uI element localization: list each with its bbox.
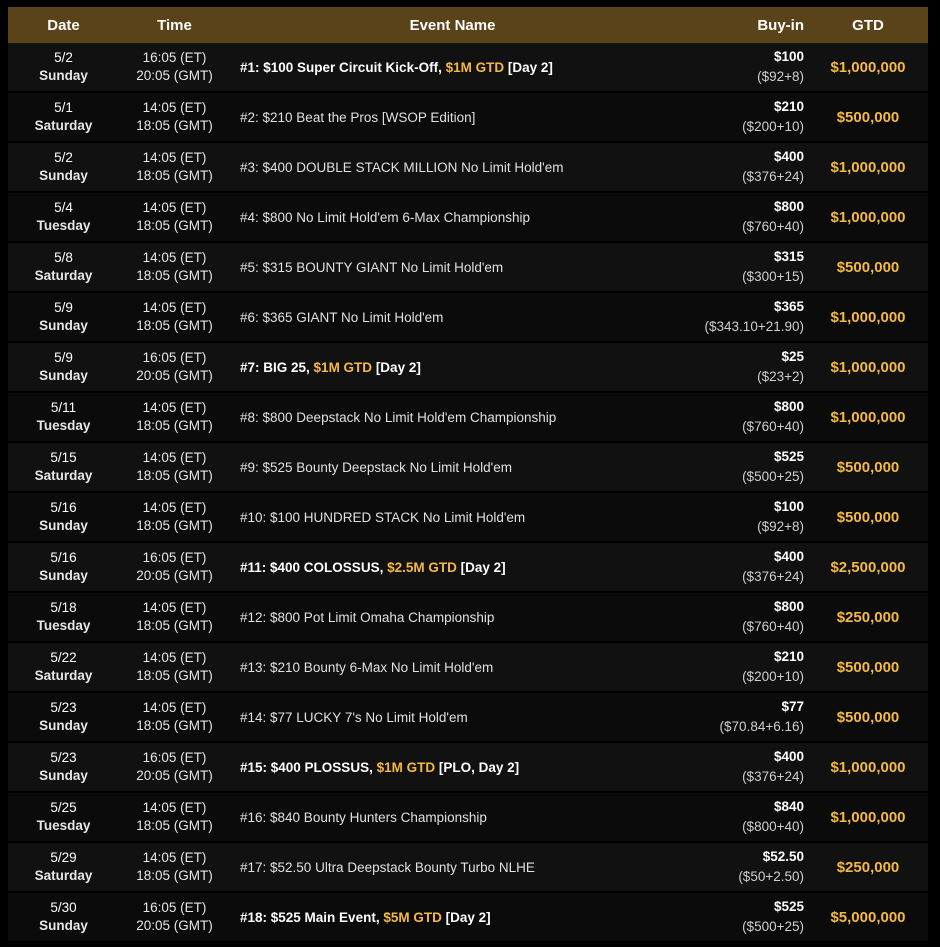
event-weekday: Sunday bbox=[39, 918, 88, 933]
event-date: 5/2 bbox=[54, 50, 73, 65]
buy-in-price: $100 bbox=[773, 499, 804, 514]
time-cell bbox=[119, 543, 230, 593]
time-cell bbox=[119, 393, 230, 443]
event-name: #16: $840 Bounty Hunters Championship bbox=[240, 809, 487, 825]
event-gtd-highlight: $1M GTD bbox=[376, 759, 436, 775]
column-header-gtd: GTD bbox=[808, 7, 928, 43]
gtd-amount: $1,000,000 bbox=[808, 193, 928, 243]
date-cell bbox=[8, 693, 119, 743]
buy-in-price: $800 bbox=[773, 599, 804, 614]
event-name: #15: $400 PLOSSUS, bbox=[240, 759, 377, 775]
time-cell bbox=[119, 643, 230, 693]
table-row bbox=[8, 143, 928, 193]
buy-in-split: ($500+25) bbox=[742, 919, 804, 934]
event-weekday: Tuesday bbox=[36, 618, 91, 633]
buy-in-split: ($23+2) bbox=[757, 369, 804, 384]
event-weekday: Saturday bbox=[34, 268, 93, 283]
buy-in-split: ($200+10) bbox=[742, 669, 804, 684]
buy-in-split: ($50+2.50) bbox=[738, 869, 804, 884]
buy-in-cell bbox=[675, 243, 808, 293]
event-name: #18: $525 Main Event, bbox=[240, 909, 384, 925]
event-name-cell bbox=[230, 493, 675, 543]
time-gmt: 18:05 (GMT) bbox=[136, 268, 213, 283]
buy-in-split: ($500+25) bbox=[742, 469, 804, 484]
event-name-cell bbox=[230, 893, 675, 943]
table-row bbox=[8, 43, 928, 93]
date-cell bbox=[8, 843, 119, 893]
event-gtd-highlight: $2.5M GTD bbox=[387, 559, 457, 575]
event-name: #10: $100 HUNDRED STACK No Limit Hold'em bbox=[240, 509, 526, 525]
gtd-amount: $1,000,000 bbox=[808, 743, 928, 793]
time-cell bbox=[119, 743, 230, 793]
buy-in-cell bbox=[675, 693, 808, 743]
event-name: #4: $800 No Limit Hold'em 6-Max Championship bbox=[240, 209, 530, 225]
event-date: 5/4 bbox=[54, 200, 73, 215]
date-cell bbox=[8, 93, 119, 143]
time-cell bbox=[119, 293, 230, 343]
date-cell bbox=[8, 493, 119, 543]
event-weekday: Sunday bbox=[39, 518, 88, 533]
event-date: 5/25 bbox=[50, 800, 77, 815]
buy-in-cell bbox=[675, 493, 808, 543]
table-row bbox=[8, 793, 928, 843]
buy-in-split: ($376+24) bbox=[742, 169, 804, 184]
event-name-cell bbox=[230, 743, 675, 793]
buy-in-split: ($760+40) bbox=[742, 219, 804, 234]
buy-in-split: ($376+24) bbox=[742, 569, 804, 584]
event-day-note: [Day 2] bbox=[441, 909, 491, 925]
gtd-amount: $1,000,000 bbox=[808, 143, 928, 193]
gtd-amount: $250,000 bbox=[808, 593, 928, 643]
event-name: #6: $365 GIANT No Limit Hold'em bbox=[240, 309, 444, 325]
buy-in-cell bbox=[675, 43, 808, 93]
buy-in-split: ($92+8) bbox=[757, 519, 804, 534]
gtd-amount: $1,000,000 bbox=[808, 343, 928, 393]
buy-in-cell bbox=[675, 743, 808, 793]
gtd-amount: $500,000 bbox=[808, 493, 928, 543]
time-gmt: 18:05 (GMT) bbox=[136, 318, 213, 333]
buy-in-cell bbox=[675, 893, 808, 943]
table-row bbox=[8, 293, 928, 343]
event-date: 5/8 bbox=[54, 250, 73, 265]
date-cell bbox=[8, 343, 119, 393]
column-header-buy-in: Buy-in bbox=[675, 7, 808, 43]
event-weekday: Sunday bbox=[39, 368, 88, 383]
buy-in-price: $210 bbox=[773, 649, 804, 664]
time-cell bbox=[119, 593, 230, 643]
event-name-cell bbox=[230, 793, 675, 843]
buy-in-split: ($760+40) bbox=[742, 619, 804, 634]
event-date: 5/23 bbox=[50, 750, 77, 765]
time-gmt: 18:05 (GMT) bbox=[136, 868, 213, 883]
event-gtd-highlight: $1M GTD bbox=[445, 59, 505, 75]
event-name: #9: $525 Bounty Deepstack No Limit Hold'em bbox=[240, 459, 512, 475]
buy-in-cell bbox=[675, 293, 808, 343]
event-date: 5/1 bbox=[54, 100, 73, 115]
buy-in-price: $840 bbox=[773, 799, 804, 814]
buy-in-cell bbox=[675, 843, 808, 893]
gtd-amount: $500,000 bbox=[808, 243, 928, 293]
buy-in-split: ($343.10+21.90) bbox=[704, 319, 804, 334]
gtd-amount: $1,000,000 bbox=[808, 293, 928, 343]
time-et: 16:05 (ET) bbox=[142, 350, 207, 365]
time-gmt: 20:05 (GMT) bbox=[136, 68, 213, 83]
event-weekday: Tuesday bbox=[36, 218, 91, 233]
buy-in-price: $100 bbox=[773, 49, 804, 64]
time-gmt: 18:05 (GMT) bbox=[136, 518, 213, 533]
buy-in-price: $25 bbox=[781, 349, 804, 364]
time-et: 16:05 (ET) bbox=[142, 750, 207, 765]
event-name-cell bbox=[230, 693, 675, 743]
gtd-amount: $5,000,000 bbox=[808, 893, 928, 943]
date-cell bbox=[8, 443, 119, 493]
event-date: 5/16 bbox=[50, 550, 77, 565]
event-name-cell bbox=[230, 343, 675, 393]
event-name: #13: $210 Bounty 6-Max No Limit Hold'em bbox=[240, 659, 494, 675]
table-row bbox=[8, 393, 928, 443]
table-row bbox=[8, 643, 928, 693]
time-cell bbox=[119, 493, 230, 543]
column-header-time: Time bbox=[119, 7, 230, 43]
time-cell bbox=[119, 893, 230, 943]
time-cell bbox=[119, 43, 230, 93]
date-cell bbox=[8, 143, 119, 193]
time-et: 16:05 (ET) bbox=[142, 50, 207, 65]
header-row bbox=[8, 7, 928, 43]
time-et: 14:05 (ET) bbox=[142, 150, 207, 165]
event-name-cell bbox=[230, 143, 675, 193]
buy-in-price: $365 bbox=[773, 299, 804, 314]
table-row bbox=[8, 593, 928, 643]
event-name-cell bbox=[230, 43, 675, 93]
buy-in-price: $52.50 bbox=[762, 849, 804, 864]
table-row bbox=[8, 493, 928, 543]
event-date: 5/15 bbox=[50, 450, 77, 465]
gtd-amount: $2,500,000 bbox=[808, 543, 928, 593]
gtd-amount: $500,000 bbox=[808, 93, 928, 143]
date-cell bbox=[8, 393, 119, 443]
event-weekday: Sunday bbox=[39, 768, 88, 783]
buy-in-cell bbox=[675, 93, 808, 143]
buy-in-price: $800 bbox=[773, 399, 804, 414]
time-gmt: 20:05 (GMT) bbox=[136, 768, 213, 783]
event-weekday: Saturday bbox=[34, 868, 93, 883]
event-date: 5/9 bbox=[54, 300, 73, 315]
time-et: 14:05 (ET) bbox=[142, 500, 207, 515]
time-et: 14:05 (ET) bbox=[142, 650, 207, 665]
table-body bbox=[8, 43, 928, 943]
time-et: 14:05 (ET) bbox=[142, 850, 207, 865]
event-gtd-highlight: $5M GTD bbox=[383, 909, 442, 925]
gtd-amount: $1,000,000 bbox=[808, 793, 928, 843]
buy-in-split: ($300+15) bbox=[742, 269, 804, 284]
time-cell bbox=[119, 243, 230, 293]
event-name: #11: $400 COLOSSUS, bbox=[240, 559, 388, 575]
event-name-cell bbox=[230, 843, 675, 893]
date-cell bbox=[8, 193, 119, 243]
event-date: 5/22 bbox=[50, 650, 77, 665]
buy-in-price: $315 bbox=[773, 249, 804, 264]
event-date: 5/23 bbox=[50, 700, 77, 715]
time-gmt: 18:05 (GMT) bbox=[136, 468, 213, 483]
time-cell bbox=[119, 843, 230, 893]
time-cell bbox=[119, 793, 230, 843]
event-name: #7: BIG 25, bbox=[240, 359, 314, 375]
time-et: 16:05 (ET) bbox=[142, 550, 207, 565]
time-gmt: 18:05 (GMT) bbox=[136, 618, 213, 633]
time-et: 16:05 (ET) bbox=[142, 900, 207, 915]
time-et: 14:05 (ET) bbox=[142, 250, 207, 265]
time-gmt: 18:05 (GMT) bbox=[136, 218, 213, 233]
event-date: 5/18 bbox=[50, 600, 77, 615]
gtd-amount: $500,000 bbox=[808, 443, 928, 493]
date-cell bbox=[8, 293, 119, 343]
event-name: #17: $52.50 Ultra Deepstack Bounty Turbo NLHE bbox=[240, 859, 535, 875]
event-name: #5: $315 BOUNTY GIANT No Limit Hold'em bbox=[240, 259, 504, 275]
time-gmt: 18:05 (GMT) bbox=[136, 718, 213, 733]
table-row bbox=[8, 443, 928, 493]
event-weekday: Sunday bbox=[39, 68, 88, 83]
event-day-note: [Day 2] bbox=[504, 59, 553, 75]
buy-in-price: $400 bbox=[773, 149, 804, 164]
event-name-cell bbox=[230, 393, 675, 443]
event-date: 5/30 bbox=[50, 900, 77, 915]
time-cell bbox=[119, 443, 230, 493]
event-weekday: Sunday bbox=[39, 568, 88, 583]
event-weekday: Saturday bbox=[34, 468, 93, 483]
gtd-amount: $500,000 bbox=[808, 693, 928, 743]
buy-in-cell bbox=[675, 443, 808, 493]
schedule-table-container bbox=[8, 7, 928, 943]
event-day-note: [PLO, Day 2] bbox=[435, 759, 520, 775]
table-row bbox=[8, 693, 928, 743]
event-name-cell bbox=[230, 443, 675, 493]
buy-in-price: $525 bbox=[773, 449, 804, 464]
date-cell bbox=[8, 893, 119, 943]
time-gmt: 20:05 (GMT) bbox=[136, 368, 213, 383]
event-weekday: Sunday bbox=[39, 718, 88, 733]
event-name-cell bbox=[230, 243, 675, 293]
buy-in-cell bbox=[675, 543, 808, 593]
time-gmt: 18:05 (GMT) bbox=[136, 818, 213, 833]
event-gtd-highlight: $1M GTD bbox=[313, 359, 373, 375]
event-name: #8: $800 Deepstack No Limit Hold'em Championship bbox=[240, 409, 557, 425]
buy-in-cell bbox=[675, 793, 808, 843]
event-name-cell bbox=[230, 593, 675, 643]
time-cell bbox=[119, 93, 230, 143]
buy-in-price: $210 bbox=[773, 99, 804, 114]
event-name-cell bbox=[230, 193, 675, 243]
event-name-cell bbox=[230, 643, 675, 693]
schedule-table bbox=[8, 7, 928, 943]
buy-in-cell bbox=[675, 343, 808, 393]
table-row bbox=[8, 743, 928, 793]
event-weekday: Saturday bbox=[34, 118, 93, 133]
date-cell bbox=[8, 793, 119, 843]
time-et: 14:05 (ET) bbox=[142, 300, 207, 315]
date-cell bbox=[8, 743, 119, 793]
event-weekday: Tuesday bbox=[36, 818, 91, 833]
date-cell bbox=[8, 593, 119, 643]
event-name-cell bbox=[230, 543, 675, 593]
table-row bbox=[8, 843, 928, 893]
buy-in-split: ($200+10) bbox=[742, 119, 804, 134]
event-date: 5/29 bbox=[50, 850, 77, 865]
buy-in-price: $77 bbox=[781, 699, 804, 714]
buy-in-price: $800 bbox=[773, 199, 804, 214]
time-gmt: 18:05 (GMT) bbox=[136, 118, 213, 133]
date-cell bbox=[8, 643, 119, 693]
time-gmt: 20:05 (GMT) bbox=[136, 918, 213, 933]
buy-in-split: ($760+40) bbox=[742, 419, 804, 434]
column-header-date: Date bbox=[8, 7, 119, 43]
buy-in-cell bbox=[675, 393, 808, 443]
buy-in-split: ($800+40) bbox=[742, 819, 804, 834]
event-date: 5/9 bbox=[54, 350, 73, 365]
time-gmt: 18:05 (GMT) bbox=[136, 418, 213, 433]
table-row bbox=[8, 893, 928, 943]
time-et: 14:05 (ET) bbox=[142, 700, 207, 715]
time-et: 14:05 (ET) bbox=[142, 200, 207, 215]
table-row bbox=[8, 543, 928, 593]
buy-in-cell bbox=[675, 143, 808, 193]
event-day-note: [Day 2] bbox=[372, 359, 421, 375]
event-name-cell bbox=[230, 93, 675, 143]
date-cell bbox=[8, 543, 119, 593]
buy-in-split: ($376+24) bbox=[742, 769, 804, 784]
table-row bbox=[8, 343, 928, 393]
event-weekday: Sunday bbox=[39, 168, 88, 183]
time-et: 14:05 (ET) bbox=[142, 600, 207, 615]
buy-in-cell bbox=[675, 193, 808, 243]
time-gmt: 18:05 (GMT) bbox=[136, 168, 213, 183]
event-name: #1: $100 Super Circuit Kick-Off, bbox=[240, 59, 446, 75]
table-row bbox=[8, 193, 928, 243]
column-header-event-name: Event Name bbox=[230, 7, 675, 43]
time-gmt: 18:05 (GMT) bbox=[136, 668, 213, 683]
time-et: 14:05 (ET) bbox=[142, 450, 207, 465]
event-name: #2: $210 Beat the Pros [WSOP Edition] bbox=[240, 109, 476, 125]
time-cell bbox=[119, 693, 230, 743]
buy-in-split: ($92+8) bbox=[757, 69, 804, 84]
buy-in-price: $400 bbox=[773, 749, 804, 764]
buy-in-split: ($70.84+6.16) bbox=[719, 719, 804, 734]
table-row bbox=[8, 243, 928, 293]
buy-in-cell bbox=[675, 643, 808, 693]
date-cell bbox=[8, 43, 119, 93]
time-et: 14:05 (ET) bbox=[142, 400, 207, 415]
time-et: 14:05 (ET) bbox=[142, 800, 207, 815]
time-cell bbox=[119, 193, 230, 243]
event-weekday: Saturday bbox=[34, 668, 93, 683]
event-day-note: [Day 2] bbox=[456, 559, 506, 575]
time-cell bbox=[119, 343, 230, 393]
event-name: #14: $77 LUCKY 7's No Limit Hold'em bbox=[240, 709, 468, 725]
event-name: #3: $400 DOUBLE STACK MILLION No Limit Hold'em bbox=[240, 159, 564, 175]
buy-in-price: $525 bbox=[773, 899, 804, 914]
gtd-amount: $500,000 bbox=[808, 643, 928, 693]
event-date: 5/2 bbox=[54, 150, 73, 165]
event-date: 5/11 bbox=[50, 400, 77, 415]
gtd-amount: $1,000,000 bbox=[808, 43, 928, 93]
gtd-amount: $1,000,000 bbox=[808, 393, 928, 443]
event-name-cell bbox=[230, 293, 675, 343]
event-date: 5/16 bbox=[50, 500, 77, 515]
gtd-amount: $250,000 bbox=[808, 843, 928, 893]
buy-in-price: $400 bbox=[773, 549, 804, 564]
event-weekday: Tuesday bbox=[36, 418, 91, 433]
time-cell bbox=[119, 143, 230, 193]
event-name: #12: $800 Pot Limit Omaha Championship bbox=[240, 609, 495, 625]
table-header bbox=[8, 7, 928, 43]
buy-in-cell bbox=[675, 593, 808, 643]
table-row bbox=[8, 93, 928, 143]
time-et: 14:05 (ET) bbox=[142, 100, 207, 115]
time-gmt: 20:05 (GMT) bbox=[136, 568, 213, 583]
date-cell bbox=[8, 243, 119, 293]
event-weekday: Sunday bbox=[39, 318, 88, 333]
